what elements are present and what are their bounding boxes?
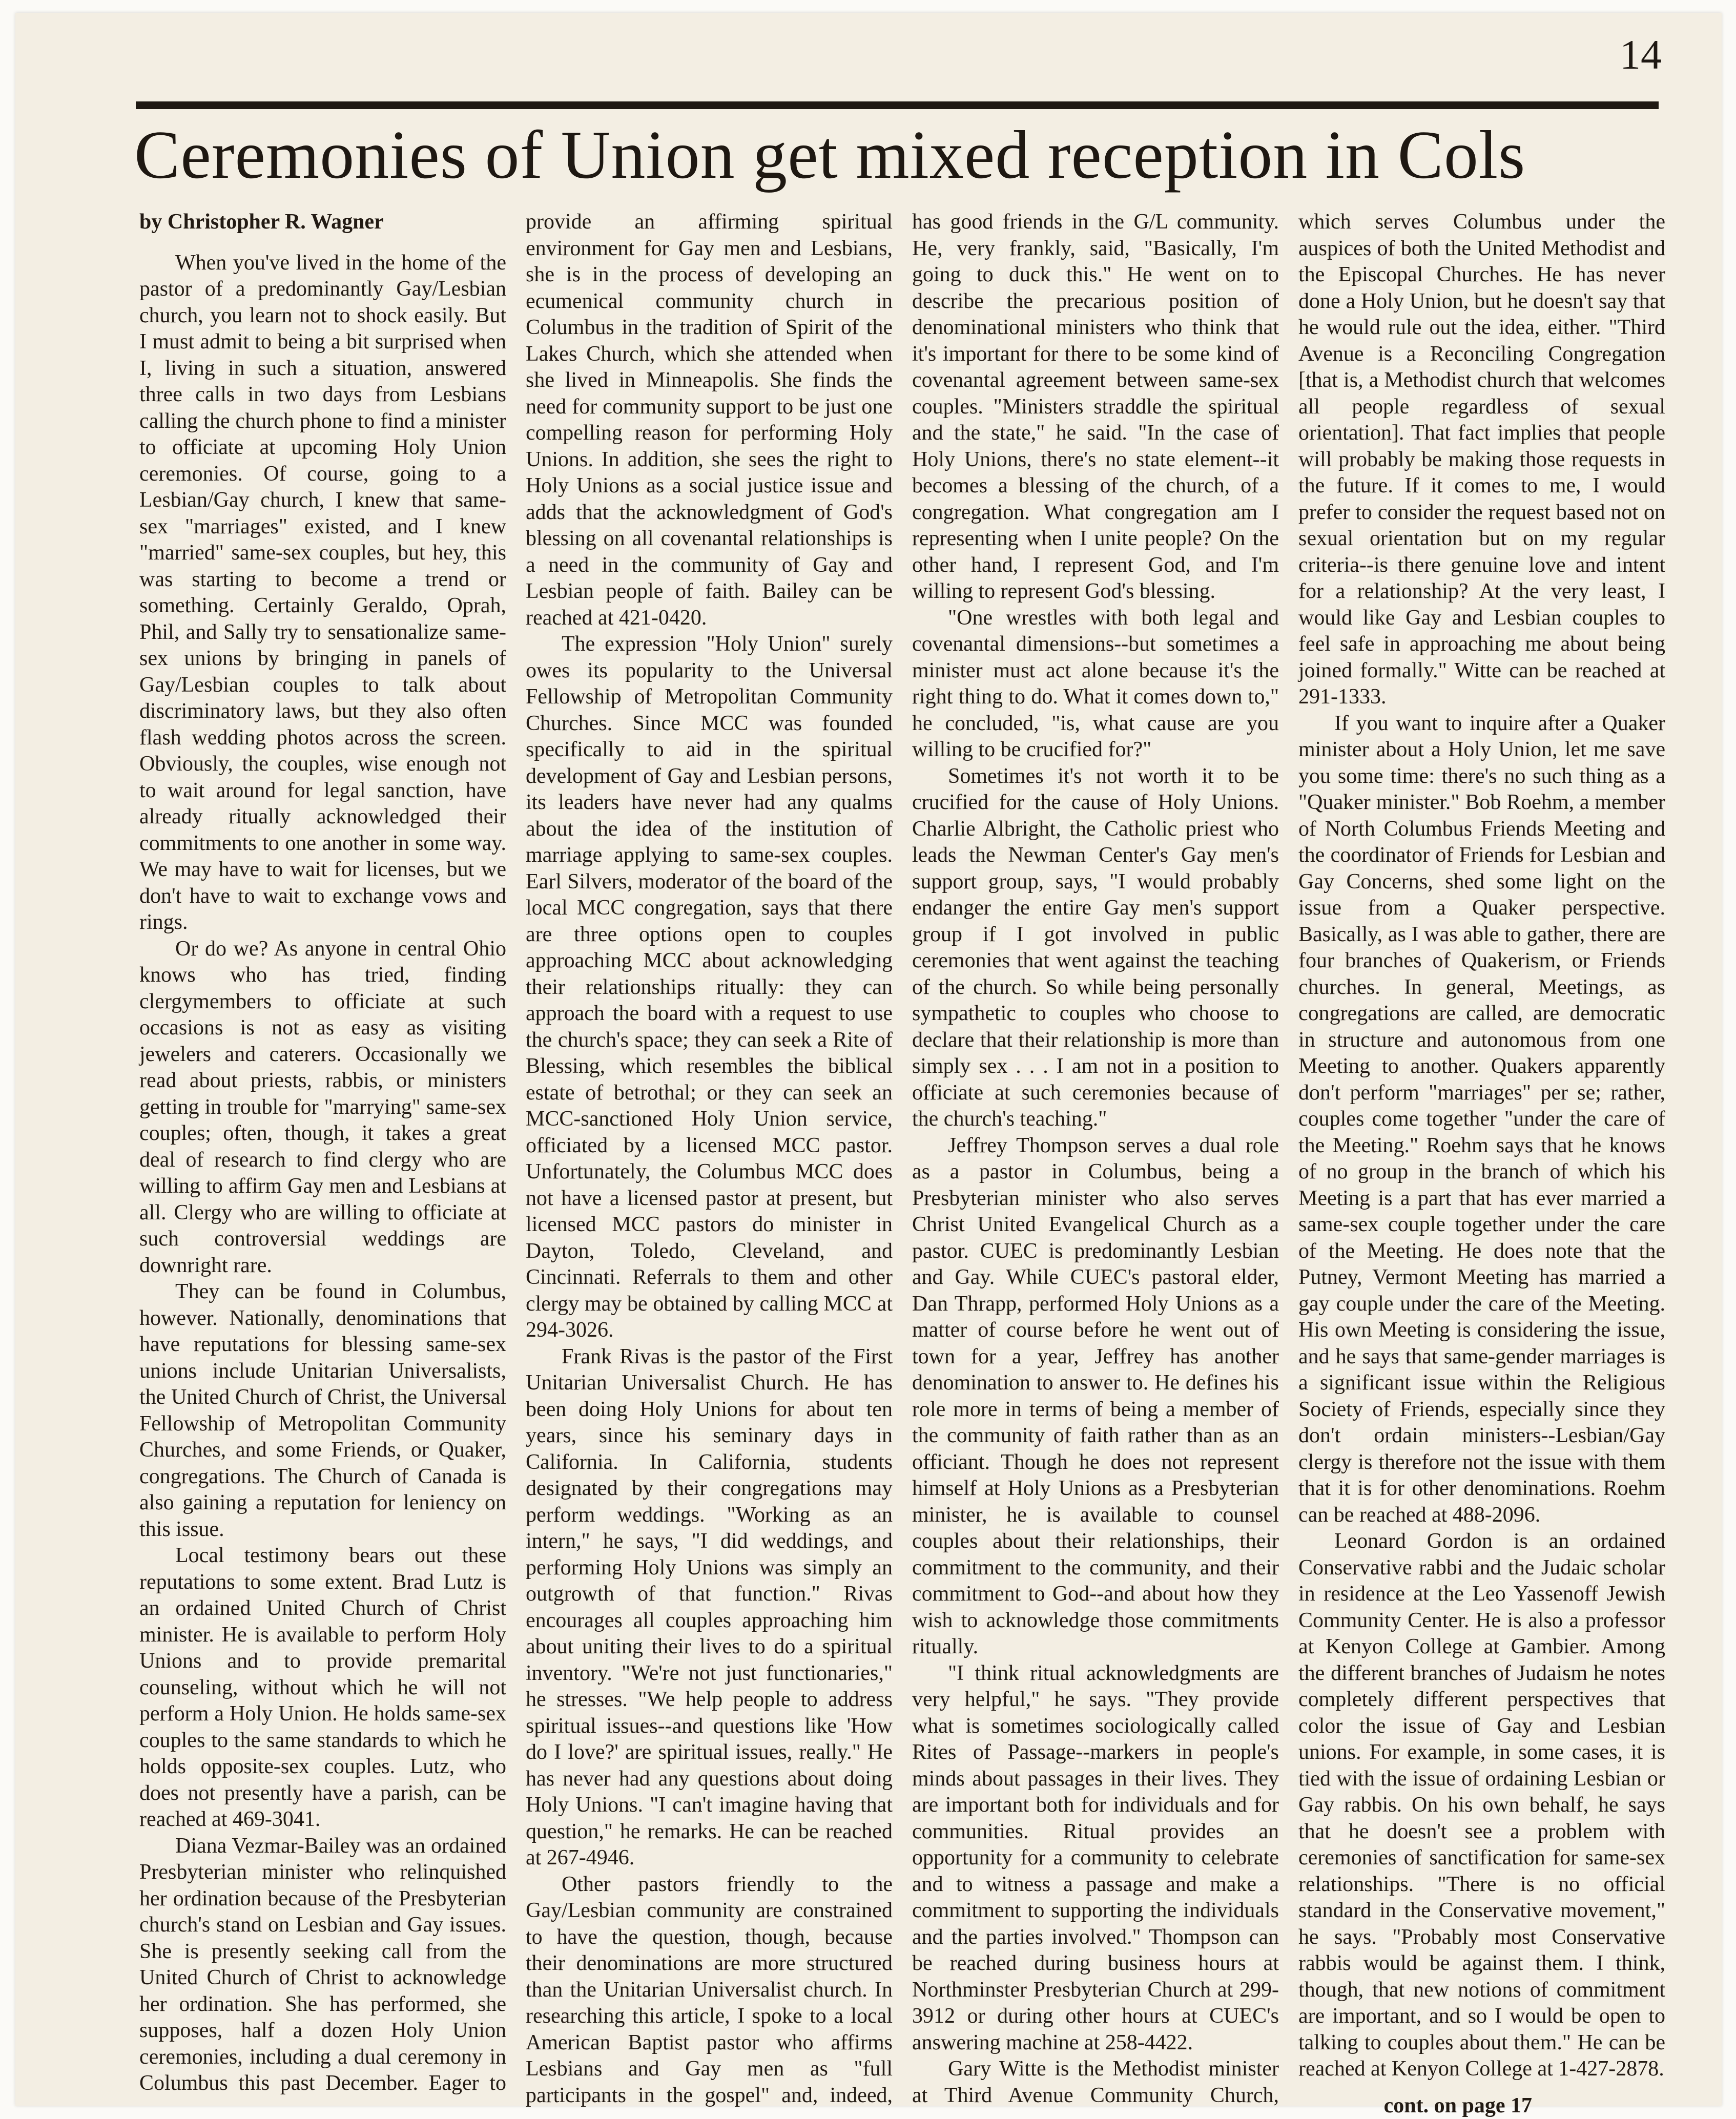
byline: by Christopher R. Wagner xyxy=(139,209,506,236)
continuation-note: cont. on page 17 xyxy=(1298,2093,1665,2119)
page-number: 14 xyxy=(1620,31,1662,79)
paragraph: Frank Rivas is the pastor of the First Unitarian Universalist Church. He has been doing Holy Unions for about ten years, since his seminary days in California. In California, students designated by their congregations may perform weddings. "Working as an intern," he says, "I did weddings, and performing Holy Unions was simply an outgrowth of that function." Rivas encourages all couples approaching him about uniting their lives to do a spiritual inventory. "We're not just functionaries," he stresses. "We help people to address spiritual issues--and questions like 'How do I love?' are spiritual issues, really." He has never had any questions about doing Holy Unions. "I can't imagine having that question," he remarks. He can be reached at 267-4946. xyxy=(526,1344,893,1872)
paragraph: "One wrestles with both legal and covenantal dimensions--but sometimes a minister must act alone because it's the right thing to do. What it comes down to," he concluded, "is, what cause are you willing to be crucified for?" xyxy=(912,605,1279,763)
paragraph: Or do we? As anyone in central Ohio knows who has tried, finding clergymembers to officiate at such occasions is not as easy as visiting jewelers and caterers. Occasionally we read about priests, rabbis, or ministers getting in trouble for "marrying" same-sex couples; often, though, it takes a great deal of research to find clergy who are willing to affirm Gay men and Lesbians at all. Clergy who are willing to officiate at such controversial weddings are downright rare. xyxy=(139,936,506,1279)
headline: Ceremonies of Union get mixed reception in Cols xyxy=(134,114,1661,196)
paragraph: Sometimes it's not worth it to be crucified for the cause of Holy Unions. Charlie Albright, the Catholic priest who leads the Newman Center's Gay men's support group, says, "I would probably endanger the entire Gay men's support group if I got involved in public ceremonies that went against the teaching of the church. So while being personally sympathetic to couples who choose to declare that their relationship is more than simply sex . . . I am not in a position to officiate at such ceremonies because of the church's teaching." xyxy=(912,763,1279,1133)
paragraph: Gary Witte is the Methodist minister at Third Avenue Community Church, which serves Columbus under the auspices of both the United Methodist and the Episcopal Churches. He has never done a Holy Union, but he doesn't say that he would rule out the idea, either. "Third Avenue is a Reconciling Congregation [that is, a Methodist church that welcomes all people regardless of sexual orientation]. That fact implies that people will probably be making those requests in the future. If it comes to me, I would prefer to consider the request based not on sexual orientation but on my regular criteria--is there genuine love and intent for a relationship? At the very least, I would like Gay and Lesbian couples to feel safe in approaching me about being joined formally." Witte can be reached at 291-1333. xyxy=(912,209,1665,2119)
paragraph: The expression "Holy Union" surely owes its popularity to the Universal Fellowship of Metropolitan Community Churches. Since MCC was founded specifically to aid in the spiritual development of Gay and Lesbian persons, its leaders have never had any qualms about the idea of the institution of marriage applying to same-sex couples. Earl Silvers, moderator of the board of the local MCC congregation, says that there are three options open to couples approaching MCC about acknowledging their relationships ritually: they can approach the board with a request to use the church's space; they can seek a Rite of Blessing, which resembles the biblical estate of betrothal; or they can seek an MCC-sanctioned Holy Union service, officiated by a licensed MCC pastor. Unfortunately, the Columbus MCC does not have a licensed pastor at present, but licensed MCC pastors do minister in Dayton, Toledo, Cleveland, and Cincinnati. Referrals to them and other clergy may be obtained by calling MCC at 294-3026. xyxy=(526,631,893,1344)
paragraph: "I think ritual acknowledgments are very helpful," he says. "They provide what is sometimes sociologically called Rites of Passage--markers in people's minds about passages in their lives. They are important both for individuals and for communities. Ritual provides an opportunity for a community to celebrate and to witness a passage and make a commitment to supporting the individuals and the parties involved." Thompson can be reached during business hours at Northminster Presbyterian Church at 299-3912 or during other hours at CUEC's answering machine at 258-4422. xyxy=(912,1660,1279,2056)
paragraph: Leonard Gordon is an ordained Conservative rabbi and the Judaic scholar in residence at the Leo Yassenoff Jewish Community Center. He is also a professor at Kenyon College at Gambier. Among the different branches of Judaism he notes completely different perspectives that color the issue of Gay and Lesbian unions. For example, in some cases, it is tied with the issue of ordaining Lesbian or Gay rabbis. On his own behalf, he says that he doesn't see a problem with ceremonies of sanctification for same-sex relationships. "There is no official standard in the Conservative movement," he says. "Probably most Conservative rabbis would be against them. I think, though, that new notions of commitment are important, and so I would be open to talking to couples about them." He can be reached at Kenyon College at 1-427-2878. xyxy=(1298,1528,1665,2083)
header-rule xyxy=(136,101,1659,109)
article-body xyxy=(139,209,1665,2119)
paragraph: Other pastors friendly to the Gay/Lesbian community are constrained to have the question, though, because their denominations are more structured than the Unitarian Universalist church. In researching this article, I spoke to a local American Baptist pastor who affirms Lesbians and Gay men as "full participants in the gospel" and, indeed, has good friends in the G/L community. He, very frankly, said, "Basically, I'm going to duck this." He went on to describe the precarious position of denominational ministers who think that it's important for there to be some kind of covenantal agreement between same-sex couples. "Ministers straddle the spiritual and the state," he said. "In the case of Holy Unions, there's no state element--it becomes a blessing of the church, of a congregation. What congregation am I representing when I unite people? On the other hand, I represent God, and I'm willing to represent God's blessing. xyxy=(526,209,1279,2119)
paragraph: They can be found in Columbus, however. Nationally, denominations that have reputations for blessing same-sex unions include Unitarian Universalists, the United Church of Christ, the Universal Fellowship of Metropolitan Community Churches, and some Friends, or Quaker, congregations. The Church of Canada is also gaining a reputation for leniency on this issue. xyxy=(139,1279,506,1543)
paragraph: Local testimony bears out these reputations to some extent. Brad Lutz is an ordained United Church of Christ minister. He is available to perform Holy Unions and to provide premarital counseling, without which he will not perform a Holy Union. He holds same-sex couples to the same standards to which he holds opposite-sex couples. Lutz, who does not presently have a parish, can be reached at 469-3041. xyxy=(139,1543,506,1833)
paragraph: If you want to inquire after a Quaker minister about a Holy Union, let me save you some time: there's no such thing as a "Quaker minister." Bob Roehm, a member of North Columbus Friends Meeting and the coordinator of Friends for Lesbian and Gay Concerns, shed some light on the issue from a Quaker perspective. Basically, as I was able to gather, there are four branches of Quakerism, or Friends churches. In general, Meetings, as congregations are called, are democratic in structure and autonomous from one Meeting to another. Quakers apparently don't perform "marriages" per se; rather, couples come together "under the care of the Meeting." Roehm says that he knows of no group in the branch of which his Meeting is a part that has ever married a same-sex couple together under the care of the Meeting. He does note that the Putney, Vermont Meeting has married a gay couple under the care of the Meeting. His own Meeting is considering the issue, and he says that same-gender marriages is a significant issue within the Religious Society of Friends, especially since they don't ordain ministers--Lesbian/Gay clergy is therefore not the issue with them that it is for other denominations. Roehm can be reached at 488-2096. xyxy=(1298,711,1665,1529)
paragraph: When you've lived in the home of the pastor of a predominantly Gay/Lesbian church, you learn not to shock easily. But I must admit to being a bit surprised when I, living in such a situation, answered three calls in two days from Lesbians calling the church phone to find a minister to officiate at upcoming Holy Union ceremonies. Of course, going to a Lesbian/Gay church, I knew that same-sex "marriages" existed, and I knew "married" same-sex couples, but hey, this was starting to become a trend or something. Certainly Geraldo, Oprah, Phil, and Sally try to sensationalize same-sex unions by bringing in panels of Gay/Lesbian couples to talk about discriminatory laws, but they also often flash wedding photos across the screen. Obviously, the couples, wise enough not to wait around for legal sanction, have already ritually acknowledged their commitments to one another in some way. We may have to wait for licenses, but we don't have to wait to exchange vows and rings. xyxy=(139,250,506,936)
paragraph: Diana Vezmar-Bailey was an ordained Presbyterian minister who relinquished her ordination because of the Presbyterian church's stand on Lesbian and Gay issues. She is presently seeking call from the United Church of Christ to acknowledge her ordination. She has performed, she supposes, half a dozen Holy Union ceremonies, including a dual ceremony in Columbus this past December. Eager to provide an affirming spiritual environment for Gay men and Lesbians, she is in the process of developing an ecumenical community church in Columbus in the tradition of Spirit of the Lakes Church, which she attended when she lived in Minneapolis. She finds the need for community support to be just one compelling reason for performing Holy Unions. In addition, she sees the right to Holy Unions as a social justice issue and adds that the acknowledgment of God's blessing on all covenantal relationships is a need in the community of Gay and Lesbian people of faith. Bailey can be reached at 421-0420. xyxy=(139,209,893,2119)
paragraph: Jeffrey Thompson serves a dual role as a pastor in Columbus, being a Presbyterian minister who also serves Christ United Evangelical Church as a pastor. CUEC is predominantly Lesbian and Gay. While CUEC's pastoral elder, Dan Thrapp, performed Holy Unions as a matter of course before he went out of town for a year, Jeffrey has another denomination to answer to. He defines his role more in terms of being a member of the community of faith rather than as an officiant. Though he does not represent himself at Holy Unions as a Presbyterian minister, he is available to counsel couples about their relationships, their commitment to the community, and their commitment to God--and about how they wish to acknowledge those commitments ritually. xyxy=(912,1133,1279,1660)
